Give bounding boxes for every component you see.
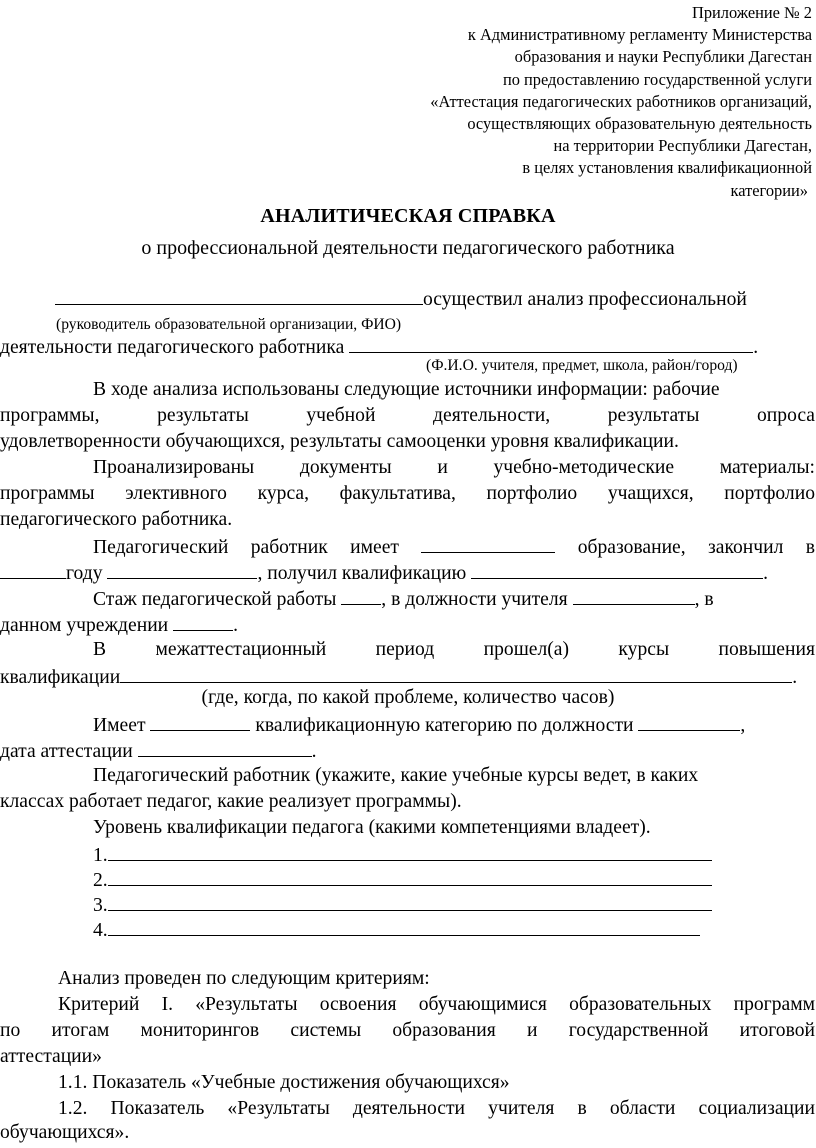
appendix-line: образования и науки Республики Дагестан	[514, 47, 812, 67]
criterion-line: по итогам мониторингов системы образования и государственной итоговой	[0, 1020, 815, 1041]
education-blank[interactable]	[421, 533, 555, 553]
indicator-1-1: 1.1. Показатель «Учебные достижения обучающихся»	[58, 1072, 510, 1093]
item-number: 3.	[93, 895, 108, 916]
graduation-year-blank[interactable]	[0, 559, 66, 579]
numbered-item	[93, 891, 733, 919]
criterion-line: аттестации»	[0, 1046, 102, 1067]
as-teacher: , в должности учителя	[381, 589, 568, 610]
institution-blank[interactable]	[107, 559, 257, 579]
has-label: Имеет	[93, 715, 146, 736]
period: .	[311, 741, 317, 762]
item-number: 4.	[93, 920, 108, 941]
competence-blank[interactable]	[108, 916, 700, 936]
competence-line: Уровень квалификации педагога (какими компетенциями владеет).	[93, 817, 651, 838]
period: .	[763, 563, 769, 584]
numbered-item	[93, 916, 733, 944]
numbered-item	[93, 841, 733, 869]
period: .	[753, 337, 759, 358]
indicator-1-2: 1.2. Показатель «Результаты деятельности учителя в области социализации	[58, 1098, 815, 1119]
comma: ,	[740, 715, 746, 736]
appendix-header	[292, 2, 812, 202]
category-for: квалификационную категорию по должности	[255, 715, 634, 736]
experience-line	[93, 585, 815, 613]
analysis-intro: осуществил анализ профессиональной	[423, 289, 747, 310]
courses-word: межаттестационный	[155, 639, 327, 660]
appendix-number: Приложение № 2	[691, 3, 812, 22]
indicator-1-2: обучающихся».	[0, 1122, 130, 1143]
courses-caption: (где, когда, по какой проблеме, количество часов)	[201, 687, 615, 708]
document-subtitle: о профессиональной деятельности педагогического работника	[141, 237, 675, 259]
sources-line: программы, результаты учебной деятельности, результаты опроса	[0, 405, 815, 426]
head-caption: (руководитель образовательной организации, ФИО)	[56, 316, 402, 333]
period: .	[233, 615, 238, 636]
appendix-line: по предоставлению государственной услуги	[502, 69, 812, 89]
item-number: 1.	[93, 845, 108, 866]
appendix-line: «Аттестация педагогических работников организаций,	[430, 91, 812, 111]
sources-line: В ходе анализа использованы следующие источники информации: рабочие	[93, 379, 720, 400]
activity-of: деятельности педагогического работника	[0, 337, 345, 358]
courses-blank[interactable]	[120, 663, 792, 683]
qual-received: , получил квалификацию	[257, 563, 467, 584]
attestation-date-blank[interactable]	[138, 737, 312, 757]
education-line	[93, 533, 815, 561]
appendix-line: в целях установления квалификационной	[522, 158, 812, 178]
head-name-blank[interactable]	[55, 285, 423, 305]
appendix-line: категории»	[730, 180, 808, 200]
graduation-line	[0, 559, 816, 587]
courses-word: курсы	[618, 639, 670, 660]
documents-line: педагогического работника.	[0, 509, 233, 530]
education-a: Педагогический работник имеет	[93, 537, 399, 558]
qualification-blank[interactable]	[471, 559, 763, 579]
documents-line: Проанализированы документы и учебно-методические материалы:	[93, 457, 815, 478]
competence-blank[interactable]	[108, 866, 712, 886]
teacher-caption: (Ф.И.О. учителя, предмет, школа, район/город)	[426, 357, 738, 374]
document-title: АНАЛИТИЧЕСКАЯ СПРАВКА	[260, 205, 556, 227]
category-blank[interactable]	[150, 711, 250, 731]
analysis-line	[0, 285, 816, 313]
item-number: 2.	[93, 870, 108, 891]
courses-word: период	[375, 639, 435, 660]
attestation-date-line	[0, 737, 816, 765]
category-line	[93, 711, 815, 739]
competence-blank[interactable]	[108, 841, 712, 861]
year-word: году	[66, 563, 103, 584]
courses-line	[93, 637, 815, 663]
teacher-desc-line: Педагогический работник (укажите, какие учебные курсы ведет, в каких	[93, 765, 699, 786]
courses-word: повышения	[718, 639, 815, 660]
appendix-line: к Административному регламенту Министерства	[467, 25, 812, 45]
comma-in: , в	[694, 589, 714, 610]
institution-experience-blank[interactable]	[173, 611, 233, 631]
experience-label: Стаж педагогической работы	[93, 589, 337, 610]
institution-label: данном учреждении	[0, 615, 169, 636]
courses-word: В	[93, 639, 107, 660]
experience-blank[interactable]	[341, 585, 381, 605]
criterion-line: Критерий I. «Результаты освоения обучающимися образовательных программ	[58, 994, 815, 1015]
attestation-date-label: дата аттестации	[0, 741, 133, 762]
qualification-label: квалификации	[0, 667, 121, 688]
competence-blank[interactable]	[108, 891, 712, 911]
teacher-desc-line: классах работает педагог, какие реализует программы).	[0, 791, 462, 812]
sources-line: удовлетворенности обучающихся, результаты самооценки уровня квалификации.	[0, 431, 679, 452]
institution-line	[0, 611, 816, 639]
courses-word: прошел(а)	[483, 639, 570, 660]
appendix-line: на территории Республики Дагестан,	[553, 136, 812, 156]
period: .	[792, 667, 798, 688]
appendix-line: осуществляющих образовательную деятельность	[467, 114, 812, 134]
position-blank[interactable]	[638, 711, 740, 731]
education-b: образование, закончил в	[577, 537, 815, 558]
teacher-name-blank[interactable]	[349, 333, 753, 353]
documents-line: программы элективного курса, факультатива, портфолио учащихся, портфолио	[0, 483, 815, 504]
teacher-experience-blank[interactable]	[573, 585, 695, 605]
criteria-intro: Анализ проведен по следующим критериям:	[58, 968, 430, 989]
numbered-item	[93, 866, 733, 894]
